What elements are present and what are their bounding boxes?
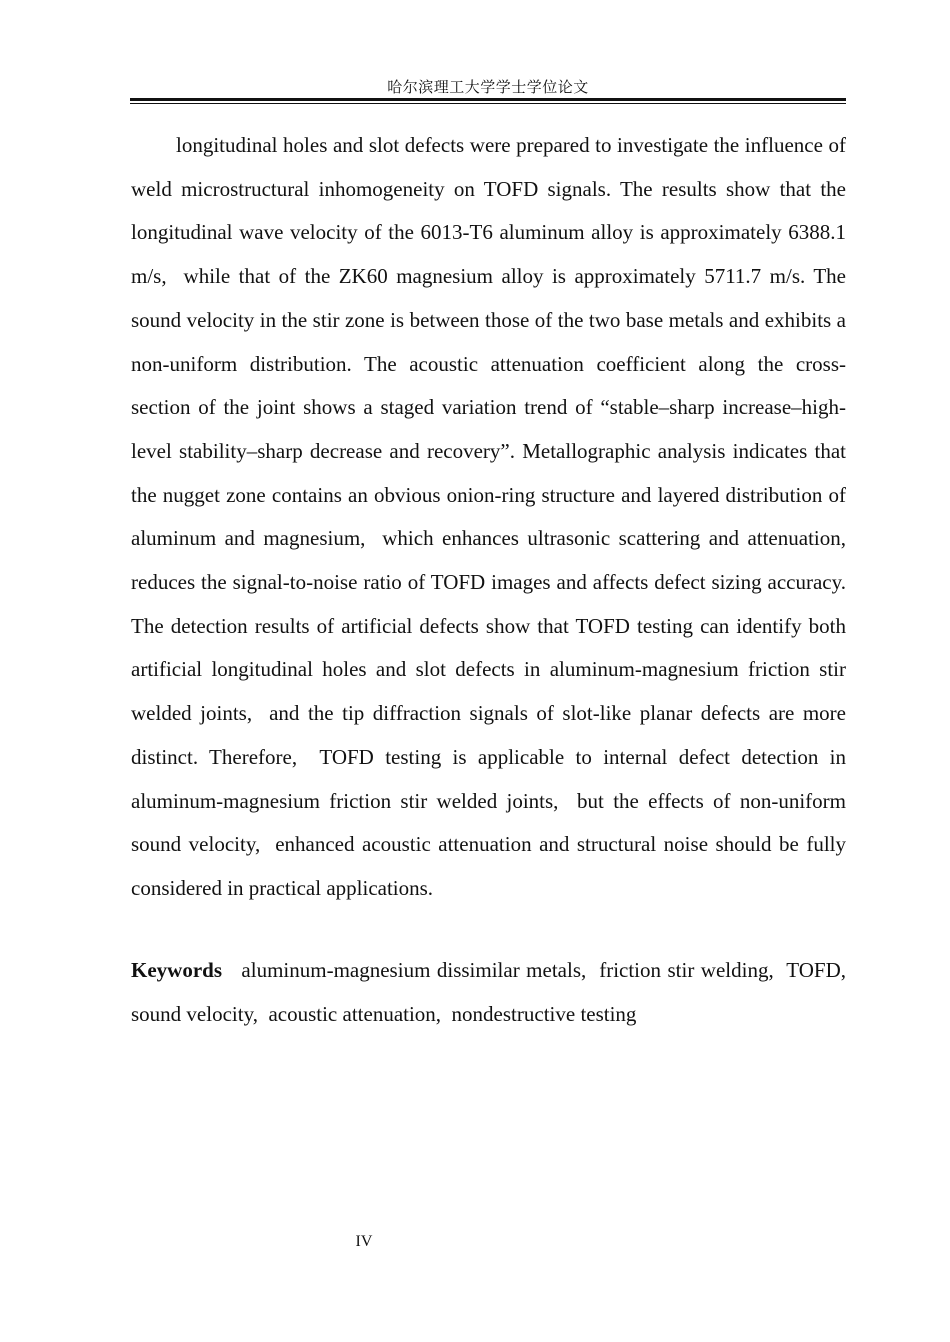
- keywords-label: Keywords: [131, 958, 222, 982]
- abstract-paragraph: longitudinal holes and slot defects were prepared to investigate the influence of weld microstructural inhomogeneity on TOFD signals. The results show that the longitudinal wave velocity of the 6013-T6 aluminum alloy is approximately 6388.1 m/s, while that of the ZK60 magnesium alloy is approximately 5711.7 m/s. The sound velocity in the stir zone is between those of the two base metals and exhibits a non-uniform distribution. The acoustic attenuation coefficient along the cross-section of the joint shows a staged variation trend of “stable–sharp increase–high-level stability–sharp decrease and recovery”. Metallographic analysis indicates that the nugget zone contains an obvious onion-ring structure and layered distribution of aluminum and magnesium, which enhances ultrasonic scattering and attenuation, reduces the signal-to-noise ratio of TOFD images and affects defect sizing accuracy. The detection results of artificial defects show that TOFD testing can identify both artificial longitudinal holes and slot defects in aluminum-magnesium friction stir welded joints, and the tip diffraction signals of slot-like planar defects are more distinct. Therefore, TOFD testing is applicable to internal defect detection in aluminum-magnesium friction stir welded joints, but the effects of non-uniform sound velocity, enhanced acoustic attenuation and structural noise should be fully considered in practical applications.: [131, 133, 857, 900]
- page-number: IV: [355, 1233, 373, 1250]
- keywords-text: aluminum-magnesium dissimilar metals, friction stir welding, TOFD, sound velocity, acoustic attenuation, nondestructive testing: [131, 958, 857, 1026]
- keywords-paragraph: [131, 949, 857, 1036]
- running-header: 哈尔滨理工大学学士学位论文: [387, 80, 589, 96]
- header-rule-thin: [130, 103, 846, 104]
- header-rule-thick: [130, 98, 846, 101]
